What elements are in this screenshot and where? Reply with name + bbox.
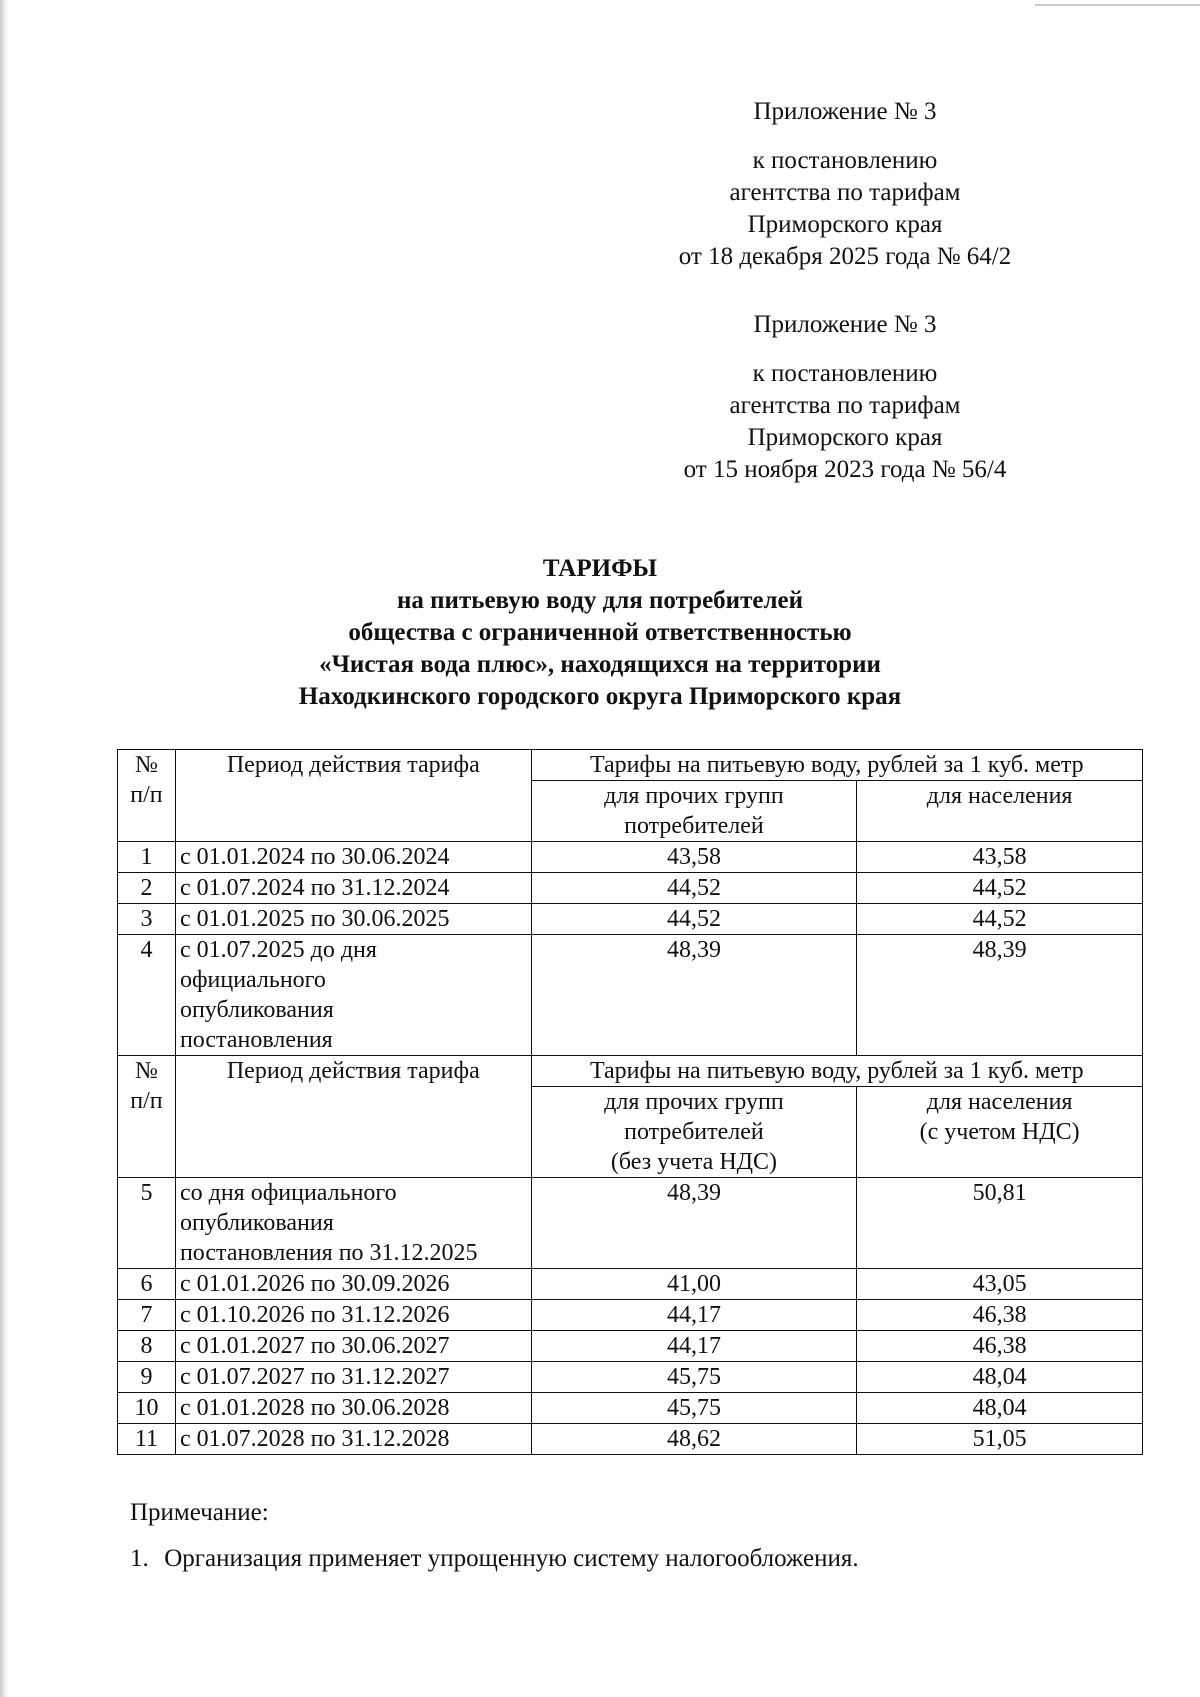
row-period: с 01.07.2025 до дня официального опубликования постановления bbox=[175, 935, 531, 1056]
title-line: общества с ограниченной ответственностью bbox=[348, 619, 852, 646]
header-tariff-group: Тарифы на питьевую воду, рублей за 1 куб. метр bbox=[531, 750, 1142, 781]
row-population-value: 44,52 bbox=[857, 873, 1143, 904]
row-others-value: 45,75 bbox=[531, 1362, 857, 1393]
approval-line: Приморского края bbox=[747, 424, 943, 451]
row-number: 11 bbox=[118, 1424, 176, 1455]
header-others: для прочих групп потребителей (без учета НДС) bbox=[531, 1087, 857, 1178]
row-number: 1 bbox=[118, 842, 176, 873]
row-period: с 01.07.2028 по 31.12.2028 bbox=[175, 1424, 531, 1455]
row-population-value: 43,58 bbox=[857, 842, 1143, 873]
approval-heading: Приложение № 3 bbox=[753, 311, 937, 338]
row-period: с 01.07.2027 по 31.12.2027 bbox=[175, 1362, 531, 1393]
approval-date-line: от 15 ноября 2023 года № 56/4 bbox=[683, 456, 1007, 483]
approval-line: агентства по тарифам bbox=[729, 179, 961, 206]
scan-edge-shadow bbox=[0, 0, 8, 1697]
header-population: для населения bbox=[857, 781, 1143, 842]
row-others-value: 44,52 bbox=[531, 873, 857, 904]
row-population-value: 51,05 bbox=[857, 1424, 1143, 1455]
row-number: 9 bbox=[118, 1362, 176, 1393]
row-number: 7 bbox=[118, 1300, 176, 1331]
row-number: 3 bbox=[118, 904, 176, 935]
header-period: Период действия тарифа bbox=[175, 1056, 531, 1178]
header-number: № п/п bbox=[118, 750, 176, 842]
note-item bbox=[130, 1543, 859, 1575]
approval-block-current bbox=[630, 96, 1060, 273]
row-period: с 01.07.2024 по 31.12.2024 bbox=[175, 873, 531, 904]
title-line: «Чистая вода плюс», находящихся на территории bbox=[319, 651, 881, 678]
table-row bbox=[118, 1300, 1143, 1331]
row-period: с 01.01.2026 по 30.09.2026 bbox=[175, 1269, 531, 1300]
row-period: со дня официального опубликования постановления по 31.12.2025 bbox=[175, 1178, 531, 1269]
title-main: ТАРИФЫ bbox=[542, 555, 658, 582]
row-population-value: 46,38 bbox=[857, 1300, 1143, 1331]
row-others-value: 44,52 bbox=[531, 904, 857, 935]
note-item-text: Организация применяет упрощенную систему налогообложения. bbox=[164, 1545, 859, 1572]
row-others-value: 48,62 bbox=[531, 1424, 857, 1455]
table-row bbox=[118, 904, 1143, 935]
table-row bbox=[118, 1393, 1143, 1424]
row-number: 5 bbox=[118, 1178, 176, 1269]
table-header-row bbox=[118, 750, 1143, 781]
title-line: Находкинского городского округа Приморского края bbox=[298, 683, 902, 710]
table-row bbox=[118, 873, 1143, 904]
row-number: 4 bbox=[118, 935, 176, 1056]
row-population-value: 43,05 bbox=[857, 1269, 1143, 1300]
row-others-value: 44,17 bbox=[531, 1331, 857, 1362]
note-label: Примечание: bbox=[130, 1499, 269, 1526]
row-period: с 01.01.2027 по 30.06.2027 bbox=[175, 1331, 531, 1362]
table-header-row bbox=[118, 1056, 1143, 1087]
row-population-value: 48,39 bbox=[857, 935, 1143, 1056]
row-population-value: 46,38 bbox=[857, 1331, 1143, 1362]
title-line: на питьевую воду для потребителей bbox=[397, 587, 803, 614]
row-others-value: 45,75 bbox=[531, 1393, 857, 1424]
row-population-value: 48,04 bbox=[857, 1393, 1143, 1424]
approval-heading: Приложение № 3 bbox=[753, 98, 937, 125]
table-row bbox=[118, 1424, 1143, 1455]
approval-date-line: от 18 декабря 2025 года № 64/2 bbox=[678, 243, 1012, 270]
row-number: 2 bbox=[118, 873, 176, 904]
row-others-value: 41,00 bbox=[531, 1269, 857, 1300]
scan-corner-mark bbox=[1035, 4, 1200, 6]
row-others-value: 43,58 bbox=[531, 842, 857, 873]
header-number: № п/п bbox=[118, 1056, 176, 1178]
table-row bbox=[118, 1331, 1143, 1362]
row-number: 6 bbox=[118, 1269, 176, 1300]
approval-line: к постановлению bbox=[752, 147, 938, 174]
row-population-value: 48,04 bbox=[857, 1362, 1143, 1393]
tariffs-table bbox=[117, 749, 1143, 1455]
header-population: для населения (с учетом НДС) bbox=[857, 1087, 1143, 1178]
row-period: с 01.10.2026 по 31.12.2026 bbox=[175, 1300, 531, 1331]
table-row bbox=[118, 935, 1143, 1056]
approval-line: агентства по тарифам bbox=[729, 392, 961, 419]
note-item-index: 1. bbox=[130, 1545, 149, 1572]
row-period: с 01.01.2028 по 30.06.2028 bbox=[175, 1393, 531, 1424]
row-number: 8 bbox=[118, 1331, 176, 1362]
table-row bbox=[118, 842, 1143, 873]
table-row bbox=[118, 1362, 1143, 1393]
row-others-value: 48,39 bbox=[531, 1178, 857, 1269]
row-population-value: 44,52 bbox=[857, 904, 1143, 935]
row-period: с 01.01.2024 по 30.06.2024 bbox=[175, 842, 531, 873]
approval-block-original bbox=[630, 309, 1060, 486]
row-others-value: 44,17 bbox=[531, 1300, 857, 1331]
header-others: для прочих групп потребителей bbox=[531, 781, 857, 842]
document-title bbox=[100, 553, 1100, 713]
table-row bbox=[118, 1269, 1143, 1300]
row-population-value: 50,81 bbox=[857, 1178, 1143, 1269]
row-number: 10 bbox=[118, 1393, 176, 1424]
header-period: Период действия тарифа bbox=[175, 750, 531, 842]
approval-line: к постановлению bbox=[752, 360, 938, 387]
table-row bbox=[118, 1178, 1143, 1269]
header-tariff-group: Тарифы на питьевую воду, рублей за 1 куб. метр bbox=[531, 1056, 1142, 1087]
row-others-value: 48,39 bbox=[531, 935, 857, 1056]
row-period: с 01.01.2025 по 30.06.2025 bbox=[175, 904, 531, 935]
approval-line: Приморского края bbox=[747, 211, 943, 238]
